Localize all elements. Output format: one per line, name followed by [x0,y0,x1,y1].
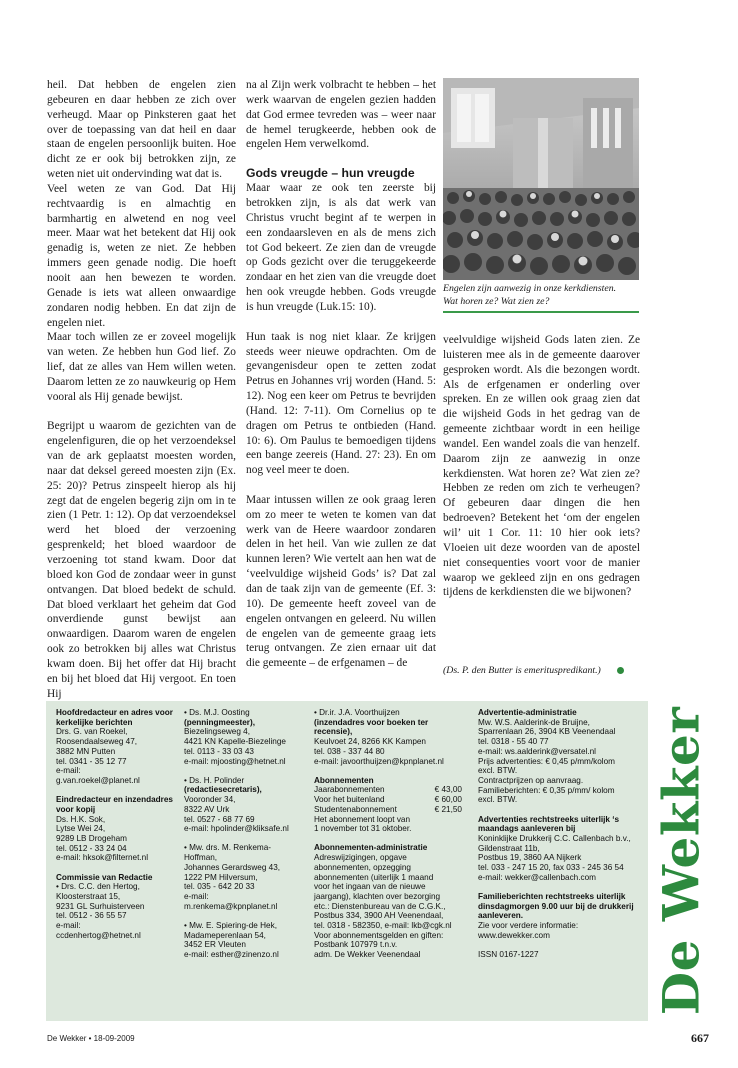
subscriptions-block [314,776,464,834]
price-value: € 21,50 [434,804,462,814]
block-line: excl. BTW. [478,795,518,805]
colophon-block [56,795,181,863]
block-line: • Mw. E. Spiering-de Hek, [184,920,277,930]
block-line: Sparrenlaan 26, 3904 KB Veenendaal [478,727,616,737]
block-line: • Dr.ir. J.A. Voorthuijzen [314,708,400,717]
block-line: 3452 ER Vleuten [184,940,246,950]
block-line: Roosendaalseweg 47, [56,737,138,747]
paragraph: Veel weten ze van God. Dat Hij rechtvaardig is en almachtig en barmhartig en alwetend en nog veel meer. Maar wat het betekent dat Hij ook genadig is, weten ze niet. Ze hebben immers geen genade nodig. Die hoeft nooit aan hen bewezen te worden. Genade is iets wat alleen onwaardige zondaren nodig hebben. En dat zijn de engelen niet. [47,182,236,329]
colophon-block [314,708,464,766]
price-label: Jaarabonnementen [314,785,385,795]
block-line: Prijs advertenties: € 0,45 p/mm/kolom [478,756,615,766]
colophon-block [314,843,464,959]
block-line: Contractprijzen op aanvraag. [478,775,584,785]
author-note: (Ds. P. den Butter is emerituspredikant.) [443,665,601,676]
block-line: Postbus 334, 3900 AH Veenendaal, [314,911,444,921]
price-row [314,805,462,815]
block-line: e-mail: [56,766,81,776]
photo-caption [443,283,643,308]
block-line: etc.: Dienstenbureau van de C.G.K., [314,901,446,911]
price-row [314,785,462,795]
block-line: Biezelingseweg 4, [184,727,250,737]
block-role: (redactiesecretaris), [184,785,262,795]
block-line: Hoffman, [184,853,218,863]
block-line: Voor abonnementsgelden en giften: [314,930,444,940]
block-line: tel. 0512 - 33 24 04 [56,843,127,853]
caption-line: Wat horen ze? Wat zien ze? [443,295,550,307]
block-line: jaargang), klachten over bezorging [314,891,441,901]
block-line: tel. 0113 - 33 03 43 [184,746,254,756]
block-line: ISSN 0167-1227 [478,949,539,959]
block-role: (penningmeester), [184,717,255,727]
block-line: Drs. G. van Roekel, [56,727,128,737]
block-line: Postbank 107979 t.n.v. [314,940,398,950]
block-line: tel. 038 - 337 44 80 [314,746,385,756]
block-line: abonnementen (uiterlijk 1 maand [314,872,434,882]
block-line: Lytse Wei 24, [56,824,106,834]
price-label: Studentenabonnement [314,804,397,814]
block-line: e-mail: [56,921,81,931]
block-line: Johannes Gerardsweg 43, [184,862,281,872]
block-line: m.renkema@kpnplanet.nl [184,901,278,911]
block-line: 8322 AV Urk [184,804,230,814]
article-column-2 [246,78,436,671]
block-line: voor het ingaan van de nieuwe [314,882,426,892]
block-title: Advertenties rechtstreeks uiterlijk ‘s maandags aanleveren bij [478,814,620,834]
colophon-column-2 [184,708,309,969]
block-line: tel. 035 - 642 20 33 [184,882,255,892]
colophon-block [184,708,309,766]
block-line: Ds. H.K. Sok, [56,814,106,824]
block-line: www.dewekker.com [478,930,550,940]
colophon-column-4 [478,708,648,969]
block-line: 1222 PM Hilversum, [184,872,258,882]
block-line: Madameperenlaan 54, [184,930,266,940]
block-line: adm. De Wekker Veenendaal [314,950,421,960]
price-label: Voor het buitenland [314,795,385,805]
colophon-block [184,843,309,911]
block-line: • Ds. H. Polinder [184,775,245,785]
block-line: 3882 MN Putten [56,746,116,756]
block-line: tel. 0341 - 35 12 77 [56,756,127,766]
end-mark-dot [617,667,624,674]
block-line: • Ds. M.J. Oosting [184,708,250,717]
price-value: € 43,00 [434,785,462,795]
block-title: Commissie van Redactie [56,872,153,882]
block-title: Abonnementen [314,775,374,785]
paragraph: na al Zijn werk volbracht te hebben – het werk waarvan de engelen gezien hadden dat God ermee tevreden was – weer naar de hemel terugkeerde, hebben ook de engelen Hem verwelkomd. [246,79,436,151]
masthead-logo: De Wekker [651,706,711,1016]
colophon-block [184,921,309,960]
block-line: excl. BTW. [478,766,518,776]
footer-issue: De Wekker • 18-09-2009 [47,1034,135,1043]
block-line: Mw. W.S. Aalderink-de Bruijne, [478,717,590,727]
article-column-3 [443,333,640,600]
colophon-block [56,873,181,941]
masthead [648,701,714,1021]
block-line: Postbus 19, 3860 AA Nijkerk [478,853,582,863]
paragraph: Begrijpt u waarom de gezichten van de engelenfiguren, die op het verzoendeksel van de ark geplaatst moesten worden, naar dat deksel gereed moesten zijn (Ex. 25: 20)? Petrus zinspeelt hierop als hij zegt dat de engelen begerig zijn om in te zien (1 Petr. 1: 12). Op dat verzoendeksel werd het bloed der verzoening gesprenkeld; het bloed waardoor de verzoening tot stand kwam. Door dat bloed kon God de zondaar weer in gunst ontvangen. Dat bloed bedekt de schuld. Dat bloed verklaart het geheim dat God onverdiende gunst bewijst aan onwaardigen. Daarom waren de engelen ook zo betrokken bij alles wat Christus kwam doen. Bij het offer dat Hij bracht en bij het bloed dat Hij vergoot. En toen Hij [47,420,236,700]
paragraph: Hun taak is nog niet klaar. Ze krijgen steeds weer nieuwe opdrachten. Om de gevangenisdeur open te zetten zodat Petrus en Johannes vrij worden (Hand. 5: 12). Nog een keer om Petrus te bevrijden (Hand. 12: 7-11). Om Cornelius op te dragen om Petrus te ontbieden (Hand. 10: 6). Om Paulus te bemoedigen tijdens een bange zeereis (Hand. 27: 23). En om nog veel meer te doen. [246,330,436,477]
colophon-block [478,708,648,805]
block-title: Familieberichten rechtstreeks uiterlijk dinsdagmorgen 9.00 uur bij de drukkerij aanleveren. [478,891,634,921]
block-line: abonnementen, opzegging [314,862,411,872]
block-line: Kloosterstraat 15, [56,891,121,901]
paragraph: Maar toch willen ze er zoveel mogelijk van weten. Ze hebben hun God lief. Zo lief, dat ze alles van Hem willen weten. Daarom letten ze zo nauwkeurig op Hem vooral als Hij genade bewijst. [47,331,236,403]
block-line: • Mw. drs. M. Renkema- [184,843,272,853]
block-title: Advertentie-administratie [478,708,577,717]
block-line: e-mail: [184,891,209,901]
subheading: Gods vreugde – hun vreugde [246,166,415,181]
block-line: tel. 0318 - 582350, e-mail: lkb@cgk.nl [314,921,452,931]
colophon [46,701,648,1021]
block-line: e-mail: javoorthuijzen@kpnplanet.nl [314,756,444,766]
paragraph: heil. Dat hebben de engelen zien gebeuren en daar hebben ze zich over verheugd. Maar op Pinksteren gaat het over de toepassing van dat heil en daar staan de engelen persoonlijk buiten. Hoe dicht ze er ook bij betrokken zijn, ze weten niet uit ondervinding wat dat is. [47,79,236,181]
block-line: e-mail: hpolinder@kliksafe.nl [184,824,289,834]
price-value: € 60,00 [434,795,462,805]
block-line: e-mail: hksok@filternet.nl [56,853,149,863]
block-line: Keulvoet 24, 8266 KK Kampen [314,737,426,747]
colophon-column-3 [314,708,464,969]
article-column-1 [47,78,236,701]
colophon-block [478,815,648,883]
block-line: ccdenhertog@hetnet.nl [56,930,141,940]
block-line: Koninklijke Drukkerij C.C. Callenbach b.v., [478,833,631,843]
block-line: • Drs. C.C. den Hertog, [56,882,140,892]
block-line: Het abonnement loopt van [314,814,411,824]
paragraph: Maar waar ze ook ten zeerste bij betrokken zijn, is als dat werk van Christus vrucht begint af te werpen in een zondaarsleven en als de mens zich tot God bekeert. Ze zien dan de vreugde op Gods gezicht over die teruggekeerde zondaar en het zien van die vreugde doet hen ook vreugde hebben. Gods vreugde is hun vreugde (Luk.15: 10). [246,182,436,313]
block-line: tel. 033 - 247 15 20, fax 033 - 245 36 54 [478,863,624,873]
block-line: g.van.roekel@planet.nl [56,775,140,785]
block-line: Zie voor verdere informatie: [478,921,579,931]
colophon-block [478,892,648,941]
price-row [314,795,462,805]
block-title: Eindredacteur en inzendadres voor kopij [56,795,173,814]
block-line: Familieberichten: € 0,35 p/mm/ kolom [478,785,615,795]
paragraph: veelvuldige wijsheid Gods laten zien. Ze luisteren mee als in de gemeente daarover gesproken wordt. Als die bezongen wordt. Als de erfgenamen er onderling over spreken. En ze willen ook graag zien dat die wijsheid Gods in het gedrag van de gemeente zichtbaar wordt in een heilige wandel. Een wandel zoals die van henzelf. Daarom zijn ze aanwezig in onze kerkdiensten. Wat horen ze? Wat zien ze? Hebben ze reden om zich te verheugen? Of gebeuren daar dingen die hen bedroeven? Betekent het ‘om der engelen wil’ uit 1 Cor. 11: 10 hier ook iets? Vloeien uit deze woorden van de apostel niet consequenties voort voor de manier waarop we gekleed zijn en ons gedragen tijdens de kerkdiensten die we bijwonen? [443,334,640,599]
colophon-column-1 [56,708,181,950]
block-line: tel. 0318 - 55 40 77 [478,737,549,747]
page-number: 667 [691,1031,709,1045]
block-line: Adreswijzigingen, opgave [314,853,407,863]
block-line: tel. 0527 - 68 77 69 [184,814,255,824]
block-line: e-mail: wekker@callenbach.com [478,872,596,882]
block-line: e-mail: esther@zinenzo.nl [184,949,279,959]
block-line: 9231 GL Surhuisterveen [56,901,145,911]
block-line: e-mail: ws.aalderink@versatel.nl [478,746,596,756]
block-line: e-mail: mjoosting@hetnet.nl [184,756,286,766]
block-role: (inzendadres voor boeken ter recensie), [314,717,429,737]
colophon-block [56,708,181,786]
block-line: tel. 0512 - 36 55 57 [56,911,127,921]
colophon-block [184,776,309,834]
colophon-block [478,950,648,960]
block-line: Gildenstraat 11b, [478,843,540,853]
block-line: 1 november tot 31 oktober. [314,824,412,834]
divider [443,311,639,313]
church-photo [443,78,639,280]
paragraph: Maar intussen willen ze ook graag leren om zo meer te weten te komen van dat werk van de Heere waardoor zondaren delen in het heil. Van wie zullen ze dat kunnen leren? Wie vertelt aan hen wat de ‘veelvuldige wijsheid Gods’ is? Dat zal dan de taak zijn van de gemeente (Ef. 3: 10). De gemeente heeft zoveel van de engelen ontvangen en geleerd. Nu willen de engelen van de gemeente graag iets terug ontvangen. Ze zien ernaar uit dat die gemeente – de erfgenamen – de [246,493,436,670]
block-title: Hoofdredacteur en adres voor kerkelijke berichten [56,708,173,727]
block-line: 9289 LB Drogeham [56,833,128,843]
block-line: Vooronder 34, [184,795,236,805]
block-title: Abonnementen-administratie [314,843,428,853]
caption-line: Engelen zijn aanwezig in onze kerkdiensten. [443,283,617,294]
block-line: 4421 KN Kapelle-Biezelinge [184,737,286,747]
